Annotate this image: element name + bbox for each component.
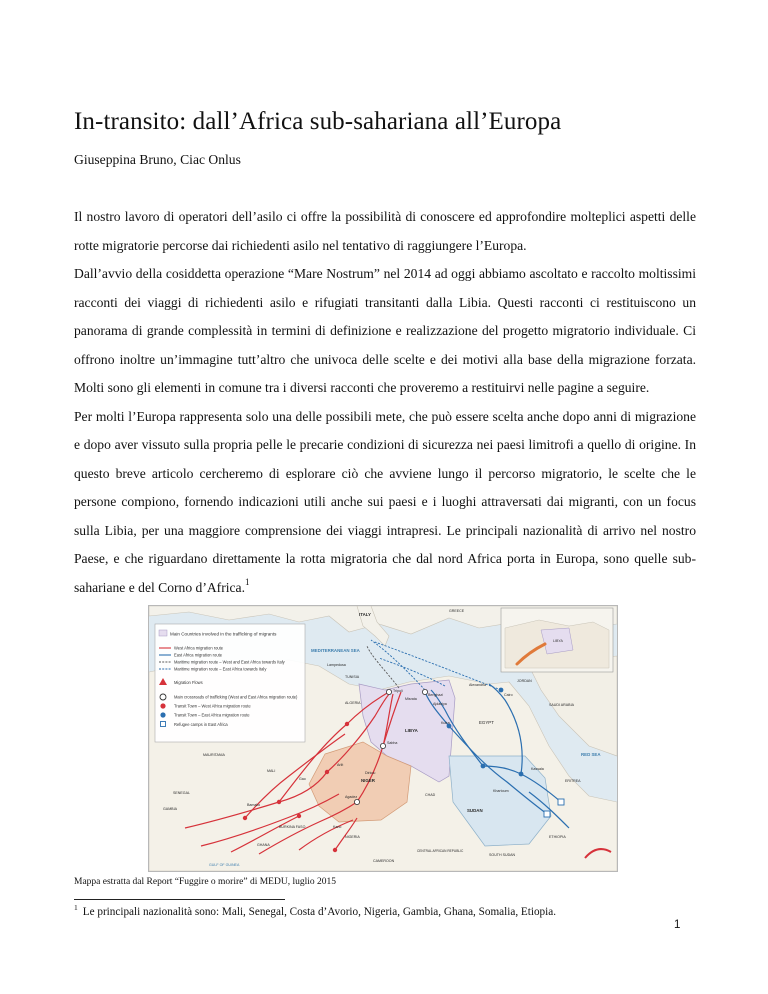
west-town-marker (277, 800, 281, 804)
map-label: NIGER (361, 778, 375, 783)
map-figure (149, 606, 617, 871)
map-label: MAURITANIA (203, 753, 225, 757)
map-label: Kufra (441, 721, 450, 725)
legend-crossroads-marker (160, 694, 166, 700)
map-label: Dirkou (365, 771, 376, 775)
legend-heading: Main Countries involved in the trafficking of migrants (170, 631, 277, 637)
inset-label: LIBYA (553, 639, 563, 643)
crossroads-marker (354, 799, 359, 804)
map-label: ITALY (359, 612, 371, 617)
east-town-marker (481, 764, 486, 769)
map-label: GAMBIA (163, 807, 177, 811)
map-label: Gao (299, 777, 306, 781)
map-label: Tripoli (393, 689, 403, 693)
map-label: CAMEROON (373, 859, 395, 863)
west-town-marker (325, 770, 329, 774)
map-label: JORDAN (517, 679, 532, 683)
map-label: Agadez (345, 795, 358, 799)
legend-route-label: East Africa migration route (174, 652, 223, 658)
refugee-camp-marker (544, 811, 550, 817)
map-label: TUNISIA (345, 675, 360, 679)
map-label: Benghazi (428, 693, 443, 697)
body-paragraph (74, 403, 696, 603)
map-label: Khartoum (493, 789, 509, 793)
body-paragraph: Dall’avvio della cosiddetta operazione “Mare Nostrum” nel 2014 ad oggi abbiamo ascoltato e raccolto moltissimi racconti dei viaggi di richiedenti asilo e rifugiati transitanti dalla Libia. Questi racconti ci restituiscono un panorama di grande complessità in termini di definizione e realizzazione del progetto migratorio individuale. Ci offrono inoltre un’immagine tutt’altro che univoca delle scelte e dei motivi alla base della migrazione forzata. Molti sono gli elementi in comune tra i diversi racconti che proveremo a restituirvi nelle pagine a seguire. (74, 266, 696, 395)
map-label: CENTRAL AFRICAN REPUBLIC (417, 849, 464, 853)
west-town-marker (345, 722, 349, 726)
page-number: 1 (674, 919, 681, 931)
legend-marker-label: Main crossroads of trafficking (West and East Africa migration route) (174, 694, 298, 700)
map-label: EGYPT (479, 720, 494, 725)
map-label: Alexandria (469, 683, 486, 687)
map-label: Cairo (504, 693, 513, 697)
footnote-reference[interactable]: 1 (244, 576, 250, 587)
paragraph-text: Per molti l’Europa rappresenta solo una delle possibili mete, che può essere scelta anche dopo anni di migrazione e dopo aver vissuto sulla propria pelle le precarie condizioni di sicurezza nei paesi limitrofi a quello di origine. In questo breve articolo cercheremo di esplorare ciò che avviene lungo il percorso migratorio, le scelte che le persone compiono, fornendo indicazioni utili anche sui paesi e i luoghi attraversati dai migranti, con un focus sulla Libia, per una maggiore comprensione dei viaggi intrapresi. Le principali nazionalità di arrivo nel nostro Paese, e che riguardano direttamente la rotta migratoria che dal nord Africa porta in Europa, sono quelle sub-sahariane e del Corno d’Africa. (74, 408, 696, 595)
legend-marker-label: Transit Town – West Africa migration route (174, 703, 251, 709)
east-town-marker (499, 688, 504, 693)
document-authors: Giuseppina Bruno, Ciac Onlus (74, 152, 241, 167)
map-label: ALGERIA (345, 701, 361, 705)
crossroads-marker (380, 743, 385, 748)
map-label: Lampedusa (327, 663, 346, 667)
map-label: SENEGAL (173, 791, 190, 795)
legend-marker-label: Refugee camps in East Africa (174, 722, 228, 727)
footnote-marker: 1 (74, 903, 78, 912)
map-label: CHAD (425, 793, 436, 797)
map-label: Arlit (337, 763, 344, 767)
map-label: GREECE (449, 609, 465, 613)
map-label: LIBYA (405, 728, 418, 733)
map-label: GHANA (257, 843, 270, 847)
map-label: SOUTH SUDAN (489, 853, 516, 857)
legend-marker-label: Transit Town – East Africa migration route (174, 712, 250, 718)
map-label: GULF OF GUINEA (209, 863, 240, 867)
map-label: Sabha (387, 741, 398, 745)
map-label: SUDAN (467, 808, 483, 813)
legend-west-town-marker (160, 703, 165, 708)
body-paragraph: Il nostro lavoro di operatori dell’asilo ci offre la possibilità di conoscere ed approfondire molteplici aspetti delle rotte migratorie percorse dai richiedenti asilo nel tentativo di raggiungere l’Europa. (74, 209, 696, 253)
document-title: In-transito: dall’Africa sub-sahariana all’Europa (74, 108, 562, 135)
map-label: SAUDI ARABIA (549, 703, 574, 707)
legend-marker-label: Migration Flows (174, 680, 203, 685)
legend-east-town-marker (160, 712, 165, 717)
legend-route-label: Maritime migration route – West and East Africa towards Italy (174, 659, 285, 665)
map-label: MEDITERRANEAN SEA (311, 648, 360, 653)
map-label: ETHIOPIA (549, 835, 566, 839)
west-town-marker (297, 814, 301, 818)
map-label: RED SEA (581, 752, 601, 757)
crossroads-marker (386, 689, 391, 694)
crossroads-marker (422, 689, 427, 694)
map-label: NIGERIA (345, 835, 360, 839)
map-label: MALI (267, 769, 276, 773)
map-label: BURKINA FASO (279, 825, 306, 829)
legend-swatch-countries (159, 630, 167, 636)
map-label: Ajdabiya (433, 702, 447, 706)
map-label: Kano (333, 825, 342, 829)
west-town-marker (333, 848, 337, 852)
figure-caption: Mappa estratta dal Report “Fuggire o morire” di MEDU, luglio 2015 (74, 877, 336, 887)
legend-route-label: West Africa migration route (174, 645, 224, 651)
map-label: ERITREA (565, 779, 581, 783)
footnote-text: Le principali nazionalità sono: Mali, Senegal, Costa d’Avorio, Nigeria, Gambia, Ghana, Somalia, Etiopia. (82, 906, 557, 918)
legend-route-label: Maritime migration route – East Africa towards Italy (174, 666, 267, 672)
legend-refugee-camp-marker (161, 722, 166, 727)
west-town-marker (243, 816, 247, 820)
map-label: Misrata (405, 697, 417, 701)
body-text (74, 203, 696, 602)
east-town-marker (519, 772, 524, 777)
map-label: Bamako (247, 803, 261, 807)
footnote-separator (74, 899, 285, 900)
migration-routes-map (148, 605, 618, 872)
map-label: Kassala (531, 767, 544, 771)
footnote (74, 903, 557, 918)
refugee-camp-marker (558, 799, 564, 805)
